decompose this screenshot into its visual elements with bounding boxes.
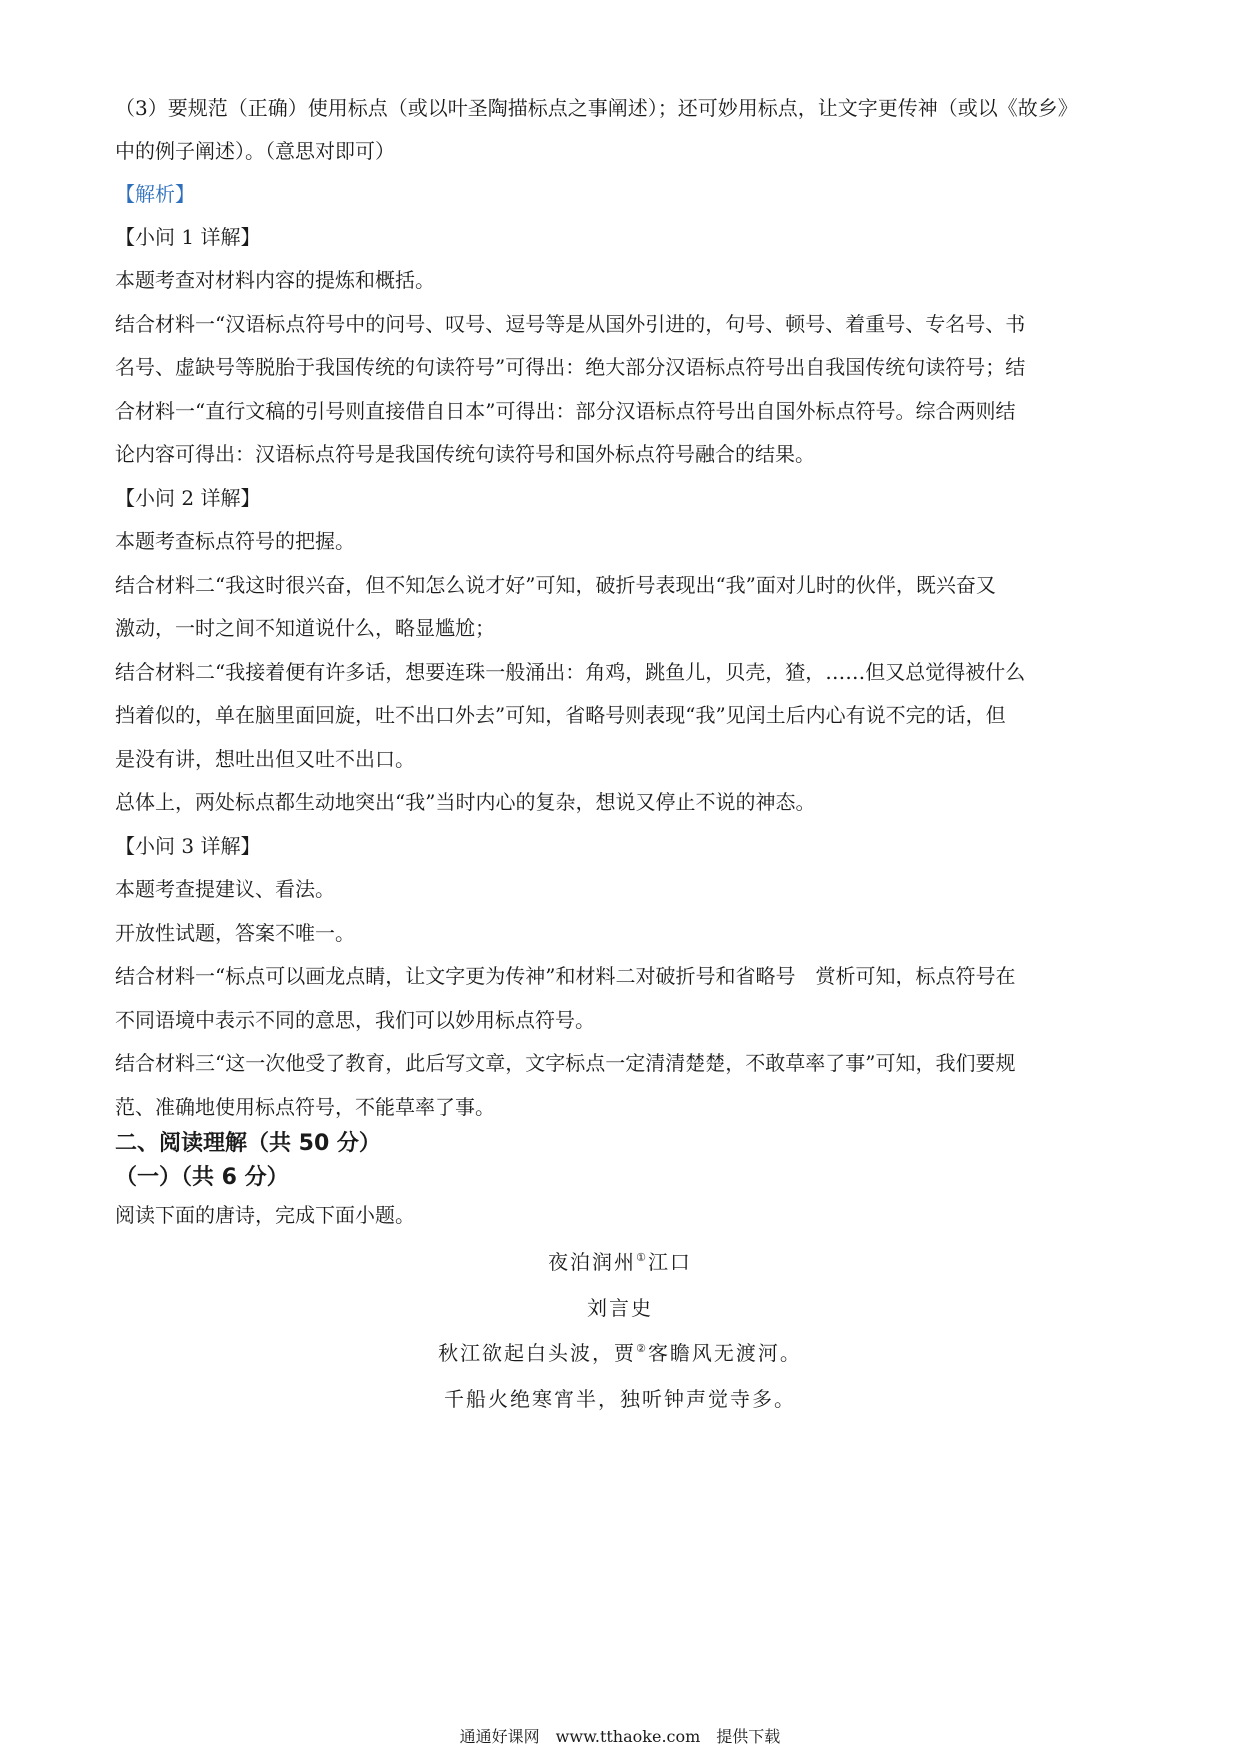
- poem-line-text: 秋江欲起白头波，贾: [438, 1341, 637, 1365]
- q3-line: 开放性试题，答案不唯一。: [115, 921, 355, 945]
- q2-heading: 【小问 2 详解】: [115, 486, 261, 510]
- q3-line: 结合材料三“这一次他受了教育，此后写文章，文字标点一定清清楚楚，不敢草率了事”可知，我们要规: [115, 1051, 1016, 1075]
- q2-line: 结合材料二“我这时很兴奋，但不知怎么说才好”可知，破折号表现出“我”面对儿时的伙伴，既兴奋又: [115, 573, 996, 597]
- q3-line: 不同语境中表示不同的意思，我们可以妙用标点符号。: [115, 1008, 595, 1032]
- analysis-label: 【解析】: [115, 182, 195, 206]
- section-title: 二、阅读理解（共 50 分）: [115, 1131, 381, 1156]
- q2-line: 是没有讲，想吐出但又吐不出口。: [115, 747, 415, 771]
- q1-line: 结合材料一“汉语标点符号中的问号、叹号、逗号等是从国外引进的，句号、顿号、着重号、专名号、书: [115, 312, 1026, 336]
- q1-line: 合材料一“直行文稿的引号则直接借自日本”可得出：部分汉语标点符号出自国外标点符号。综合两则结: [115, 399, 1016, 423]
- poem-line-1: [0, 1338, 1240, 1368]
- q3-line: 结合材料一“标点可以画龙点睛，让文字更为传神”和材料二对破折号和省略号 赏析可知，标点符号在: [115, 964, 1016, 988]
- poem-footnote-mark: ②: [636, 1342, 648, 1355]
- poem-line-text: 客瞻风无渡河。: [647, 1341, 802, 1365]
- poem-title: [0, 1247, 1240, 1277]
- poem-title-text: 江口: [647, 1250, 692, 1274]
- q1-line: 本题考查对材料内容的提炼和概括。: [115, 268, 435, 292]
- answer-3-line-2: 中的例子阐述）。（意思对即可）: [115, 139, 395, 163]
- q2-line: 总体上，两处标点都生动地突出“我”当时内心的复杂，想说又停止不说的神态。: [115, 790, 816, 814]
- q2-line: 结合材料二“我接着便有许多话，想要连珠一般涌出：角鸡，跳鱼儿，贝壳，猹，……但又总觉得被什么: [115, 660, 1026, 684]
- q3-line: 本题考查提建议、看法。: [115, 877, 335, 901]
- q1-line: 论内容可得出：汉语标点符号是我国传统句读符号和国外标点符号融合的结果。: [115, 442, 815, 466]
- poem-title-text: 夜泊润州: [548, 1250, 637, 1274]
- q2-line: 激动，一时之间不知道说什么，略显尴尬；: [115, 616, 495, 640]
- reading-instruction: 阅读下面的唐诗，完成下面小题。: [115, 1203, 415, 1227]
- poem-author: 刘言史: [587, 1296, 653, 1320]
- subsection-title: （一）（共 6 分）: [115, 1165, 289, 1190]
- page-footer: 通通好课网 www.tthaoke.com 提供下载: [459, 1727, 781, 1746]
- poem-line-2: 千船火绝寒宵半，独听钟声觉寺多。: [444, 1387, 796, 1411]
- q2-line: 挡着似的，单在脑里面回旋，吐不出口外去”可知，省略号则表现“我”见闰土后内心有说不完的话，但: [115, 703, 1006, 727]
- q3-line: 范、准确地使用标点符号，不能草率了事。: [115, 1095, 495, 1119]
- q1-line: 名号、虚缺号等脱胎于我国传统的句读符号”可得出：绝大部分汉语标点符号出自我国传统句读符号；结: [115, 355, 1026, 379]
- answer-3-line-1: （3）要规范（正确）使用标点（或以叶圣陶描标点之事阐述）；还可妙用标点，让文字更传神（或以《故乡》: [115, 96, 1078, 120]
- poem-title-footnote-mark: ①: [636, 1251, 648, 1264]
- q1-heading: 【小问 1 详解】: [115, 225, 261, 249]
- q2-line: 本题考查标点符号的把握。: [115, 529, 355, 553]
- q3-heading: 【小问 3 详解】: [115, 834, 261, 858]
